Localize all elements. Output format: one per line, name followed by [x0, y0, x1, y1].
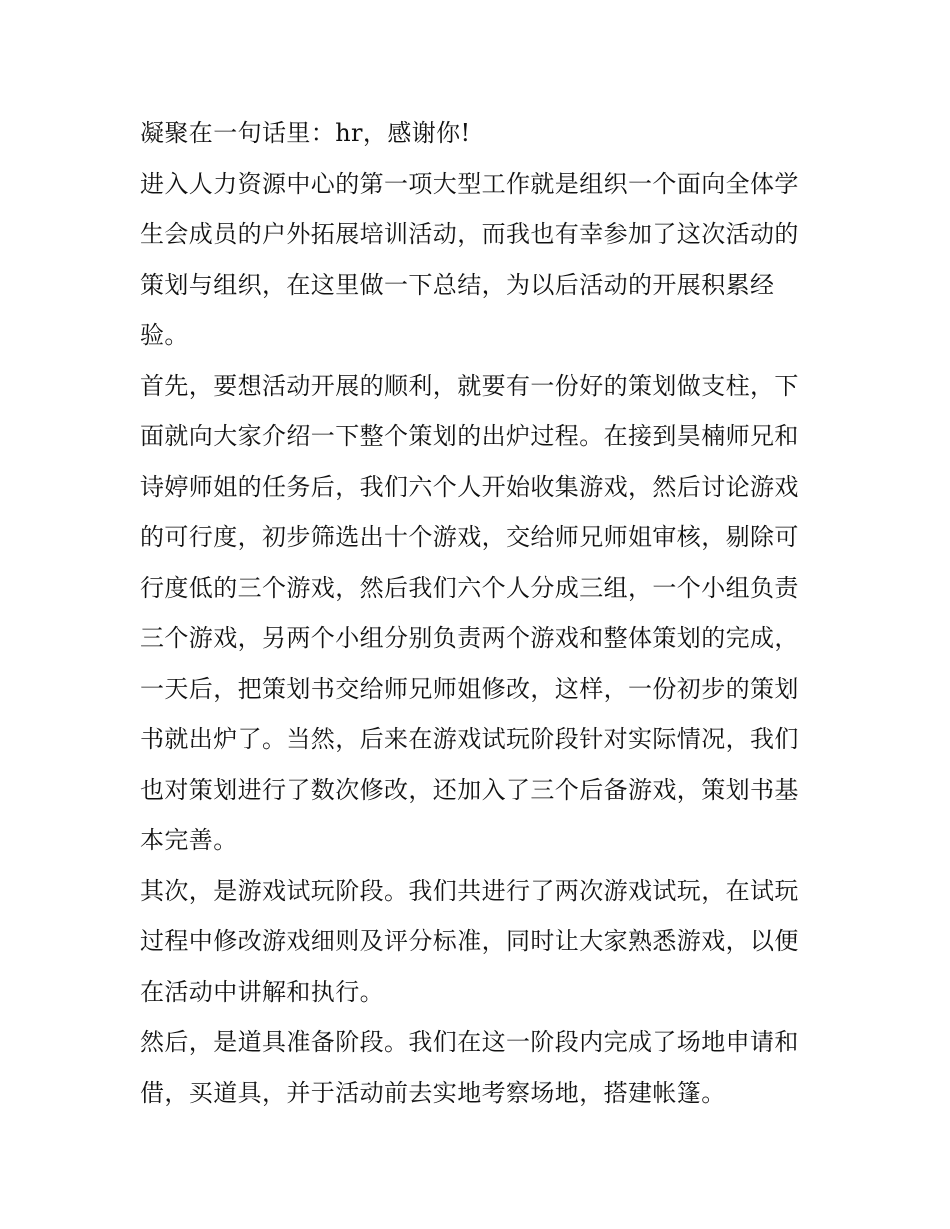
paragraph-1: 凝聚在一句话里：hr，感谢你! [140, 119, 471, 147]
paragraph-5: 然后，是道具准备阶段。我们在这一阶段内完成了场地申请和借，买道具，并于活动前去实地考察场地，搭建帐篷。 [140, 1028, 799, 1107]
paragraph-3: 首先，要想活动开展的顺利，就要有一份好的策划做支柱，下面就向大家介绍一下整个策划的出炉过程。在接到昊楠师兄和诗婷师姐的任务后，我们六个人开始收集游戏，然后讨论游戏的可行度，初步筛选出十个游戏，交给师兄师姐审核，剔除可行度低的三个游戏，然后我们六个人分成三组，一个小组负责三个游戏，另两个小组分别负责两个游戏和整体策划的完成，一天后，把策划书交给师兄师姐修改，这样，一份初步的策划书就出炉了。当然，后来在游戏试玩阶段针对实际情况，我们也对策划进行了数次修改，还加入了三个后备游戏，策划书基本完善。 [140, 371, 799, 854]
paragraph-2: 进入人力资源中心的第一项大型工作就是组织一个面向全体学生会成员的户外拓展培训活动，而我也有幸参加了这次活动的策划与组织，在这里做一下总结，为以后活动的开展积累经验。 [140, 169, 799, 349]
document-body [140, 108, 820, 1118]
paragraph-4: 其次，是游戏试玩阶段。我们共进行了两次游戏试玩，在试玩过程中修改游戏细则及评分标准，同时让大家熟悉游戏，以便在活动中讲解和执行。 [140, 876, 799, 1006]
